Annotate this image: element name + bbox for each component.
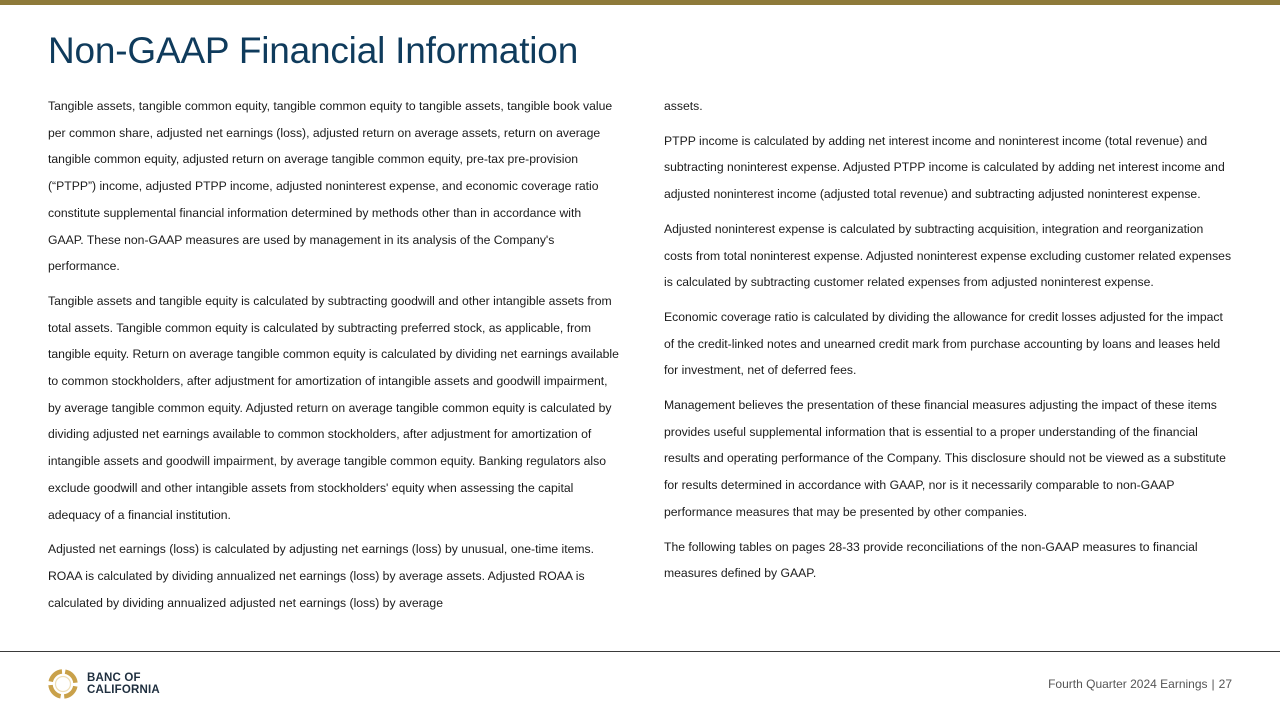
logo-wordmark <box>87 672 160 697</box>
banc-of-california-ring-icon <box>47 668 79 700</box>
page-title: Non-GAAP Financial Information <box>48 30 579 71</box>
paragraph-tangible-equity: Tangible assets and tangible equity is calculated by subtracting goodwill and other intangible assets from total assets. Tangible common equity is calculated by subtracting preferred stock, as applicable, from tangible equity. Return on average tangible common equity is calculated by dividing net earnings available to common stockholders, after adjustment for amortization of intangible assets and goodwill impairment, by average tangible common equity. Adjusted return on average tangible common equity is calculated by dividing adjusted net earnings available to common stockholders, after adjustment for amortization of intangible assets and goodwill impairment, by average tangible common equity. Banking regulators also exclude goodwill and other intangible assets from stockholders' equity when assessing the capital adequacy of a financial institution. <box>48 293 619 522</box>
company-logo <box>47 668 160 700</box>
paragraph-adjusted-noninterest-expense: Adjusted noninterest expense is calculated by subtracting acquisition, integration and reorganization costs from total noninterest expense. Adjusted noninterest expense excluding customer related expenses is calculated by subtracting customer related expenses from adjusted noninterest expense. <box>664 221 1232 290</box>
logo-line-2: CALIFORNIA <box>87 684 160 696</box>
paragraph-continuation: assets. <box>664 99 703 113</box>
paragraph-adjusted-net-earnings: Adjusted net earnings (loss) is calculated by adjusting net earnings (loss) by unusual, one-time items. ROAA is calculated by dividing annualized net earnings (loss) by average assets. Adjusted ROAA is calculated by dividing annualized adjusted net earnings (loss) by average <box>48 542 595 610</box>
paragraph-ptpp-income: PTPP income is calculated by adding net interest income and noninterest income (total revenue) and subtracting noninterest expense. Adjusted PTPP income is calculated by adding net interest income and adjusted noninterest income (adjusted total revenue) and subtracting adjusted noninterest expense. <box>664 133 1225 202</box>
left-text-column <box>48 93 620 624</box>
logo-line-1: BANC OF <box>87 671 141 684</box>
paragraph-economic-coverage-ratio: Economic coverage ratio is calculated by dividing the allowance for credit losses adjusted for the impact of the credit-linked notes and unearned credit mark from purchase accounting by loans and leases held for investment, net of deferred fees. <box>664 309 1223 378</box>
footer-divider <box>0 651 1280 652</box>
right-text-column <box>664 93 1234 595</box>
page-number: 27 <box>1218 677 1232 691</box>
footer-label: Fourth Quarter 2024 Earnings <box>1048 677 1208 691</box>
paragraph-nongaap-definition: Tangible assets, tangible common equity, tangible common equity to tangible assets, tangible book value per common share, adjusted net earnings (loss), adjusted return on average assets, return on average tangible common equity, adjusted return on average tangible common equity, pre-tax pre-provision (“PTPP”) income, adjusted PTPP income, adjusted noninterest expense, and economic coverage ratio constitute supplemental financial information determined by methods other than in accordance with GAAP. These non-GAAP measures are used by management in its analysis of the Company's performance. <box>48 99 613 274</box>
footer-separator: | <box>1211 677 1215 691</box>
top-accent-bar <box>0 0 1280 5</box>
footer-caption <box>1048 677 1232 691</box>
paragraph-management-belief: Management believes the presentation of these financial measures adjusting the impact of these items provides useful supplemental information that is essential to a proper understanding of the financial results and operating performance of the Company. This disclosure should not be viewed as a substitute for results determined in accordance with GAAP, nor is it necessarily comparable to non-GAAP performance measures that may be presented by other companies. <box>664 398 1226 519</box>
paragraph-reconciliation-pages: The following tables on pages 28-33 provide reconciliations of the non-GAAP measures to financial measures defined by GAAP. <box>664 539 1198 581</box>
